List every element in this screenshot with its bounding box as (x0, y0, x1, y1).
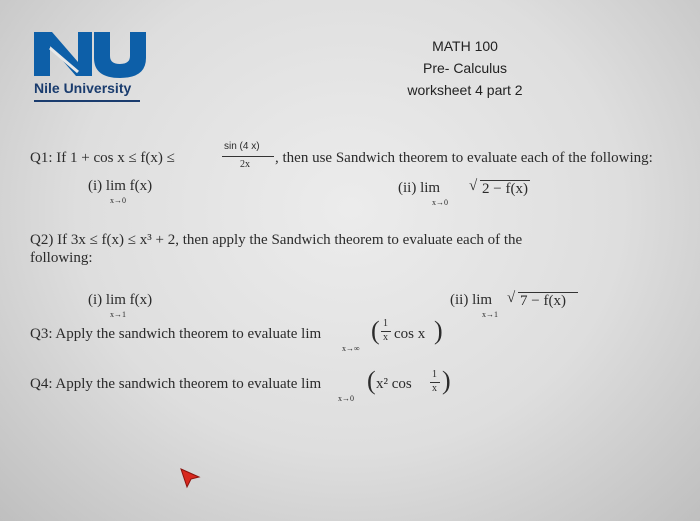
q2-part-i-limit: x→1 (110, 310, 126, 319)
q1-tail: , then use Sandwich theorem to evaluate each of the following: (275, 150, 653, 166)
university-name: Nile University (34, 80, 132, 96)
q1-fraction-numerator: sin (4 x) (224, 141, 260, 152)
q2-part-ii: (ii) lim (450, 292, 493, 308)
q2-line-2: following: (30, 250, 93, 266)
q1-sqrt-radicand: 2 − f(x) (482, 181, 528, 197)
course-subject: Pre- Calculus (422, 60, 508, 76)
q4-open-paren: ( (367, 366, 376, 395)
q3-lead: Q3: Apply the sandwich theorem to evaluate lim (30, 326, 322, 342)
mouse-cursor-icon (178, 466, 202, 490)
q2-line-1: Q2) If 3x ≤ f(x) ≤ x³ + 2, then apply the Sandwich theorem to evaluate each of the (30, 232, 523, 248)
course-code: MATH 100 (432, 38, 498, 54)
q3-open-paren: ( (371, 316, 380, 345)
logo-letter-n (34, 32, 92, 76)
q1-fraction-bar (222, 156, 274, 157)
q4-fraction-numerator: 1 (432, 369, 437, 380)
q1-part-i-limit: x→0 (110, 196, 126, 205)
q1-sqrt-sign: √ (469, 178, 478, 194)
q4-fraction-denominator: x (432, 383, 437, 394)
q2-part-ii-limit: x→1 (482, 310, 498, 319)
q3-tail: cos x (394, 326, 426, 342)
q4-limit: x→0 (338, 394, 354, 403)
worksheet-title: worksheet 4 part 2 (407, 82, 523, 98)
q1-lead: Q1: If 1 + cos x ≤ f(x) ≤ (30, 150, 175, 166)
q3-fraction-denominator: x (383, 332, 388, 343)
q3-fraction-numerator: 1 (383, 318, 388, 329)
q2-sqrt-sign: √ (507, 290, 516, 306)
q4-lead: Q4: Apply the sandwich theorem to evaluate lim (30, 376, 322, 392)
q2-sqrt-radicand: 7 − f(x) (520, 293, 566, 309)
q1-part-ii: (ii) lim (398, 180, 441, 196)
q2-part-i: (i) lim f(x) (88, 292, 153, 308)
q1-part-i: (i) lim f(x) (88, 178, 153, 194)
q3-limit: x→∞ (342, 344, 360, 353)
q1-fraction-denominator: 2x (240, 159, 250, 170)
logo-letter-u (94, 32, 146, 78)
q3-close-paren: ) (434, 316, 443, 345)
q4-expression: x² cos (376, 376, 412, 392)
q4-close-paren: ) (442, 366, 451, 395)
logo-underline (34, 100, 140, 102)
q1-part-ii-limit: x→0 (432, 198, 448, 207)
